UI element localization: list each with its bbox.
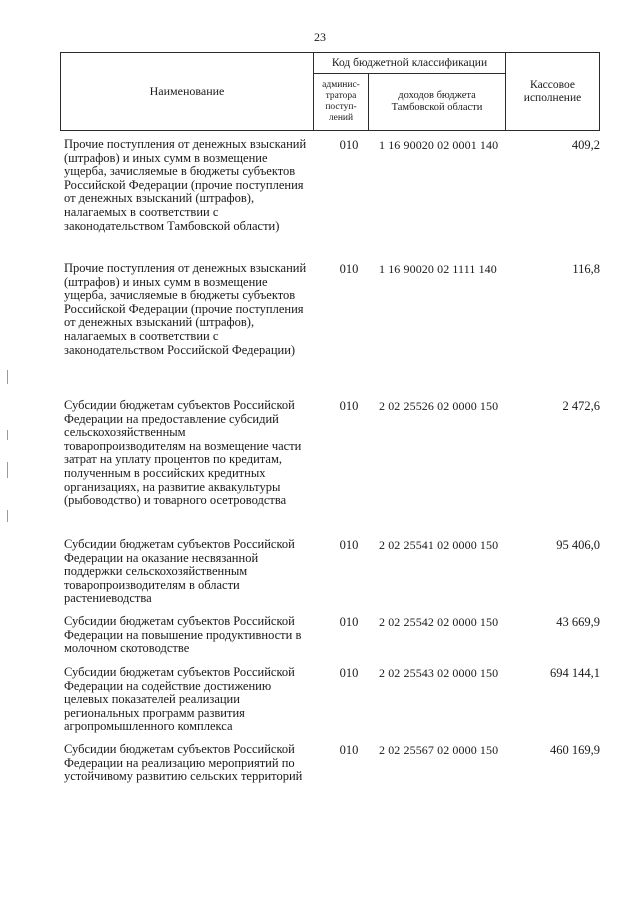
column-header-income — [369, 74, 506, 131]
row-name: Субсидии бюджетам субъектов Российской Федерации на предоставление субсидий сельскохозяйственным товаропроизводителям на возмещение части затрат на уплату процентов по кредитам, полученным в российских кредитных организациях, на развитие аквакультуры (рыбоводство) и товарного осетроводства — [64, 398, 302, 508]
row-income-code: 1 16 90020 02 0001 140 — [379, 138, 499, 152]
column-header-amount-label: Кассовое исполнение — [523, 78, 582, 104]
row-income-code: 2 02 25567 02 0000 150 — [379, 743, 499, 757]
row-name: Субсидии бюджетам субъектов Российской Федерации на реализацию мероприятий по устойчивому развитию сельских территорий — [64, 742, 303, 784]
row-admin-code: 010 — [339, 666, 359, 680]
row-income-code: 2 02 25526 02 0000 150 — [379, 399, 499, 413]
row-name: Прочие поступления от денежных взысканий (штрафов) и иных сумм в возмещение ущерба, зачисляемые в бюджеты субъектов Российской Федерации (прочие поступления от денежных взысканий (штрафов), налагаемых в соответствии с законодательством Тамбовской области) — [64, 137, 307, 233]
row-amount: 116,8 — [572, 262, 600, 276]
table-header — [60, 52, 600, 131]
row-admin-code: 010 — [339, 538, 359, 552]
column-header-amount — [506, 53, 600, 131]
row-admin-code: 010 — [339, 743, 359, 757]
row-name: Субсидии бюджетам субъектов Российской Федерации на содействие достижению целевых показателей реализации региональных программ развития агропромышленного комплекса — [64, 665, 295, 734]
row-amount: 409,2 — [571, 138, 600, 152]
row-amount: 694 144,1 — [550, 666, 600, 680]
row-admin-code: 010 — [339, 138, 359, 152]
row-amount: 95 406,0 — [556, 538, 600, 552]
column-group-budget-code: Код бюджетной классификации — [314, 53, 506, 74]
row-name: Прочие поступления от денежных взысканий (штрафов) и иных сумм в возмещение ущерба, зачисляемые в бюджеты субъектов Российской Федерации (прочие поступления от денежных взысканий (штрафов), налагаемых в соответствии с законодательством Российской Федерации) — [64, 261, 307, 357]
row-amount: 2 472,6 — [562, 399, 600, 413]
page-number: 23 — [314, 30, 326, 44]
column-header-admin — [314, 74, 369, 131]
row-name: Субсидии бюджетам субъектов Российской Федерации на оказание несвязанной поддержки сельскохозяйственным товаропроизводителям в области растениеводства — [64, 537, 295, 606]
row-income-code: 2 02 25541 02 0000 150 — [379, 538, 499, 552]
column-header-name: Наименование — [61, 53, 314, 131]
row-amount: 460 169,9 — [550, 743, 600, 757]
row-admin-code: 010 — [339, 399, 359, 413]
row-amount: 43 669,9 — [556, 615, 600, 629]
row-name: Субсидии бюджетам субъектов Российской Федерации на повышение продуктивности в молочном скотоводстве — [64, 614, 302, 656]
column-header-income-label: доходов бюджета Тамбовской области — [391, 90, 483, 113]
row-income-code: 1 16 90020 02 1111 140 — [379, 262, 497, 276]
column-header-admin-label: админис-тратора поступ-лений — [322, 80, 360, 123]
row-admin-code: 010 — [339, 615, 359, 629]
row-admin-code: 010 — [339, 262, 359, 276]
scan-margin-marks — [6, 370, 10, 540]
row-income-code: 2 02 25542 02 0000 150 — [379, 615, 499, 629]
row-income-code: 2 02 25543 02 0000 150 — [379, 666, 499, 680]
